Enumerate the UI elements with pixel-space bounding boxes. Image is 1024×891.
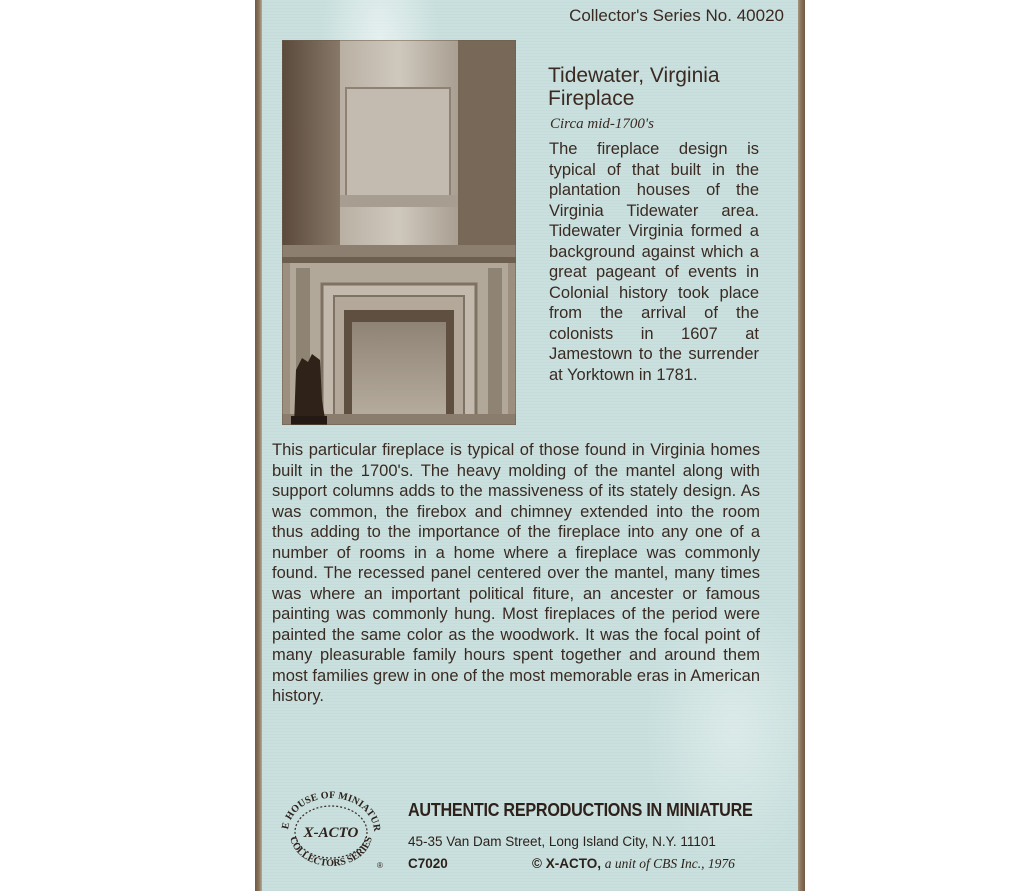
fireplace-illustration — [282, 40, 516, 425]
title-line-2: Fireplace — [548, 87, 635, 110]
seal-center-text: X-ACTO — [303, 825, 359, 841]
house-of-miniatures-seal — [276, 788, 386, 870]
copyright-mark: © X-ACTO, — [532, 856, 601, 871]
seal-top-text: E HOUSE OF MINIATUR — [280, 789, 383, 833]
product-code: C7020 — [408, 856, 448, 871]
circa-date: Circa mid-1700's — [550, 116, 654, 132]
collector-card — [262, 0, 798, 891]
fireplace-photo — [282, 40, 516, 425]
seal-emblem — [276, 788, 386, 870]
copyright-line — [532, 856, 735, 872]
title-line-1: Tidewater, Virginia — [548, 64, 720, 87]
tagline: AUTHENTIC REPRODUCTIONS IN MINIATURE — [408, 800, 753, 820]
body-paragraph: This particular fireplace is typical of those found in Virginia homes built in the 1700's. The heavy molding of the mantel along with support columns adds to the massiveness of its stately design. As was common, the firebox and chimney extended into the room thus adding to the importance of the fireplace into any one of a number of rooms in a home where a fireplace was commonly found. The recessed panel centered over the mantel, many times was where an important political fiture, an ancester or famous painting was commonly hung. Most fireplaces of the period were painted the same color as the woodwork. It was the focal point of many pleasurable family hours spent together and around them most families grew in one of the most memorable eras in American history. — [272, 441, 760, 705]
seal-bottom-text: COLLECTORS SERIES — [287, 835, 375, 870]
copyright-rest: a unit of CBS Inc., 1976 — [604, 856, 735, 871]
intro-paragraph: The fireplace design is typical of that built in the plantation houses of the Virginia Tidewater area. Tidewater Virginia formed a background against which a great pageant of events in Colonial history took place from the arrival of the colonists in 1607 at Jamestown to the surrender at Yorktown in 1781. — [549, 140, 759, 384]
fireplace-title — [548, 64, 788, 110]
company-address: 45-35 Van Dam Street, Long Island City, N.Y. 11101 — [408, 834, 716, 849]
series-number: Collector's Series No. 40020 — [569, 6, 784, 25]
registered-mark: ® — [377, 861, 383, 870]
